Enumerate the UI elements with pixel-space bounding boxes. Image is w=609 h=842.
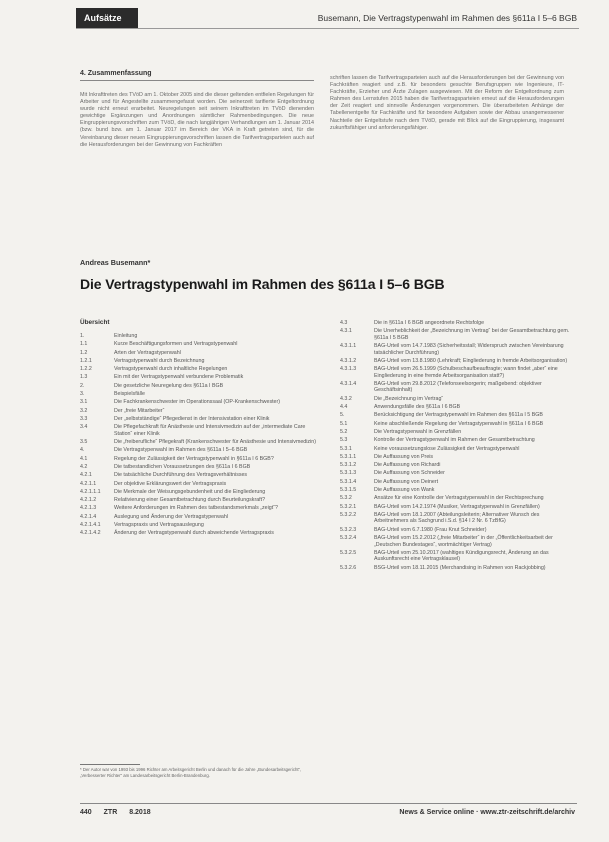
toc-entry — [80, 341, 318, 348]
toc-entry-text: BAG-Urteil vom 26.5.1999 (Schulbeschaufbeauftragte; wann findet „aber“ eine Eingliederung in eine fremde Arbeitsorganisation statt?) — [374, 366, 558, 379]
toc-entry — [340, 550, 572, 563]
toc-entry — [340, 320, 572, 327]
toc-entry-number: 5.2 — [340, 428, 348, 435]
toc-entry — [340, 446, 572, 453]
toc-entry-text: Die gesetzliche Neuregelung des §611a I BGB — [114, 382, 224, 389]
toc-entry-number: 4.2.1.4.2 — [80, 530, 101, 537]
toc-entry-number: 5.3.1.5 — [340, 487, 357, 494]
toc-entry — [340, 535, 572, 548]
toc-entry — [80, 416, 318, 423]
article-title: Die Vertragstypenwahl im Rahmen des §611a I 5–6 BGB — [80, 276, 445, 292]
toc-entry — [340, 343, 572, 356]
journal-issue: 8.2018 — [129, 809, 151, 816]
toc-entry — [340, 512, 572, 525]
toc-entry-number: 3.1 — [80, 399, 88, 406]
toc-entry-text: Vertragstypenwahl durch inhaltliche Regelungen — [114, 366, 228, 373]
toc-entry-text: Regelung der Zulässigkeit der Vertragstypenwahl in §611a I 6 BGB? — [114, 455, 274, 462]
footer-link[interactable]: News & Service online · www.ztr-zeitschrift.de/archiv — [399, 809, 575, 816]
toc-entry-text: BAG-Urteil vom 18.1.2007 (Abteilungsleiterin; Alternativer Wunsch des Arbeitnehmers als Sachgrund i.S.d. §14 I 2 Nr. 6 TzBfG) — [374, 511, 540, 525]
toc-entry-text: BAG-Urteil vom 14.2.1974 (Musiker, Vertragstypenwahl in Grenzfällen) — [374, 503, 540, 510]
toc-entry-text: Keine abschließende Regelung der Vertragstypenwahl in §611a I 6 BGB — [374, 420, 544, 427]
toc-entry-number: 4.2.1 — [80, 472, 92, 479]
toc-entry — [340, 504, 572, 511]
toc-entry — [340, 366, 572, 379]
toc-entry-number: 4.3.1.1 — [340, 343, 357, 350]
footer-left — [80, 809, 161, 816]
running-head: Busemann, Die Vertragstypenwahl im Rahmen des §611a I 5–6 BGB — [317, 13, 577, 23]
toc-entry-text: Die tatsächliche Durchführung des Vertragsverhältnisses — [114, 472, 248, 479]
toc-entry-number: 5.3.1 — [340, 445, 352, 452]
toc-entry — [340, 470, 572, 477]
toc-entry — [340, 487, 572, 494]
toc-entry-text: Die Merkmale der Weisungsgebundenheit und die Eingliederung — [114, 488, 266, 495]
toc-entry-number: 5.3.2.1 — [340, 503, 357, 510]
toc-entry-text: Die Auffassung von Wank — [374, 487, 435, 494]
toc-entry-number: 5.3.2.4 — [340, 535, 357, 542]
toc-entry-number: 4.2.1.1 — [80, 480, 97, 487]
toc-entry-number: 5.3.2.5 — [340, 549, 357, 556]
header-rule — [76, 28, 579, 29]
toc-entry-text: Einleitung — [114, 333, 138, 339]
toc-entry-number: 5.3.1.4 — [340, 478, 357, 485]
toc-entry-number: 5.3.1.3 — [340, 470, 357, 477]
toc-entry-number: 1.1 — [80, 341, 88, 348]
toc-entry-number: 3.3 — [80, 415, 88, 422]
toc-entry — [340, 462, 572, 469]
toc-entry-text: Der „freie Mitarbeiter“ — [114, 407, 165, 414]
toc-entry — [80, 489, 318, 496]
toc-entry-number: 2. — [80, 382, 85, 389]
toc-entry — [80, 505, 318, 512]
toc-entry — [80, 497, 318, 504]
toc-entry-number: 5.3.2.6 — [340, 564, 357, 571]
toc-entry-number: 4.3.1.4 — [340, 380, 357, 387]
toc-entry-text: Ansätze für eine Kontrolle der Vertragstypenwahl in der Rechtsprechung — [374, 495, 544, 502]
toc-entry-text: Änderung der Vertragstypenwahl durch abweichende Vertragspraxis — [114, 530, 274, 537]
toc-entry — [340, 396, 572, 403]
toc-entry-number: 4.2.1.1.1 — [80, 488, 101, 495]
toc-entry — [340, 495, 572, 502]
toc-entry — [80, 514, 318, 521]
toc-entry-number: 4.2 — [80, 463, 88, 470]
toc-entry — [80, 383, 318, 390]
summary-right-text: schriften lassen die Tarifvertragsparteien auch auf die Herausforderungen bei der Gewinnung von Fachkräften reagiert und z.B. für besonders gesuchte Berufsgruppen wie Ingenieure, IT-Fachkräfte, Erzieher und Ärzte Zulagen ausgewiesen. Mit der Reform der Entgeltordnung zum Rahmen des Lernstufen 2015 haben die Tarifvertragsparteien erneut auf die Herausforderungen der Zeit reagiert und sinnvolle Änderungen vorgenommen. Die überarbeiteten Anhänge der Tabellenentgelte für Fachkräfte und für besondere Aufgaben sowie der Abbau unangemessener Nachteile der Entgeltstufe nach dem TVöD, gerade mit Blick auf die Eingruppierung, insgesamt zukunftsfähiger und anforderungsfähiger. — [330, 75, 564, 131]
toc-entry-number: 1. — [80, 333, 85, 339]
toc-entry-text: BSG-Urteil vom 18.11.2015 (Merchandising in Rahmen von Rackjobbing) — [374, 564, 546, 571]
toc-entry-text: BAG-Urteil vom 29.8.2012 (Telefonseelsorgerin; maßgebend: objektiver Geschäftsinhalt) — [374, 380, 542, 394]
toc-entry-number: 4.2.1.3 — [80, 505, 97, 512]
toc-entry — [80, 522, 318, 529]
toc-entry-number: 4.3.1 — [340, 328, 352, 335]
toc-entry-text: BAG-Urteil vom 13.8.1980 (Lehrkraft; Eingliederung in fremde Arbeitsorganisation) — [374, 357, 568, 364]
footnote: * Der Autor war von 1993 bis 1996 Richter am Arbeitsgericht Berlin und danach für die Jahre „Bundesarbeitsgericht“, „Verbesserter Richter“ am Landesarbeitsgericht Berlin-Brandenburg. — [80, 767, 302, 778]
toc-entry-number: 4.3.1.3 — [340, 366, 357, 373]
section-tab: Aufsätze — [76, 8, 138, 28]
footer-rule — [80, 803, 577, 804]
toc-entry-text: Die Auffassung von Richardi — [374, 462, 441, 469]
toc-entry-text: Die tatbestandlichen Voraussetzungen des §611a I 6 BGB — [114, 463, 251, 470]
toc-entry-text: Die „freiberufliche“ Pflegekraft (Krankenschwester für Anästhesie und Intensivmedizin) — [114, 439, 316, 446]
toc-entry-number: 1.2.1 — [80, 357, 92, 364]
toc-entry — [80, 447, 318, 454]
toc-heading: Übersicht — [80, 319, 110, 326]
toc-entry-text: BAG-Urteil vom 15.2.2012 („freie Mitarbeiter“ in der „Öffentlichkeitsarbeit der „Deutschen Bundestages“, wortmächtiger Vertrag) — [374, 535, 553, 548]
toc-entry-text: Die Unerheblichkeit der „Bezeichnung im Vertrag“ bei der Gesamtbetrachtung gem. §611a I 5 BGB — [374, 328, 570, 341]
toc-entry — [340, 527, 572, 534]
toc-entry — [80, 358, 318, 365]
footnote-rule — [80, 764, 140, 765]
toc-entry-text: Ein mit der Vertragstypenwahl verbundene Problematik — [114, 374, 244, 381]
toc-entry-text: BAG-Urteil vom 6.7.1980 (Frau Knut Schneider) — [374, 526, 487, 533]
toc-left-column — [80, 333, 318, 539]
toc-entry-number: 5.3 — [340, 437, 348, 444]
toc-entry-text: Die Auffassung von Deinert — [374, 478, 439, 485]
toc-entry — [80, 456, 318, 463]
toc-entry-text: Vertragspraxis und Vertragsauslegung — [114, 522, 204, 529]
toc-entry — [340, 429, 572, 436]
toc-entry — [340, 479, 572, 486]
toc-entry — [80, 464, 318, 471]
toc-entry — [340, 437, 572, 444]
article-author: Andreas Busemann* — [80, 258, 151, 267]
toc-entry-text: Die Fachkrankenschwester im Operationssaal (OP-Krankenschwester) — [114, 399, 281, 406]
summary-left-column — [80, 92, 314, 149]
toc-entry-number: 4.2.1.4 — [80, 513, 97, 520]
toc-entry — [340, 565, 572, 572]
toc-entry-text: Berücksichtigung der Vertragstypenwahl im Rahmen des §611a I 5 BGB — [374, 412, 543, 419]
toc-entry-text: Relativierung einer Gesamtbetrachtung durch Beurteilungskraft? — [114, 497, 266, 504]
toc-entry-text: Die Auffassung von Preis — [374, 453, 434, 460]
toc-entry-number: 3.2 — [80, 407, 88, 414]
toc-entry-number: 4.3 — [340, 320, 348, 326]
toc-entry-text: Die in §611a I 6 BGB angeordnete Rechtsfolge — [374, 320, 485, 326]
toc-entry-number: 3. — [80, 391, 85, 398]
toc-entry-number: 4. — [80, 447, 85, 454]
toc-entry-number: 1.3 — [80, 374, 88, 381]
toc-entry-text: Arten der Vertragstypenwahl — [114, 349, 181, 356]
toc-entry — [340, 454, 572, 461]
toc-entry — [80, 481, 318, 488]
toc-entry-number: 5.3.2.2 — [340, 511, 357, 518]
toc-entry — [80, 472, 318, 479]
toc-entry — [80, 439, 318, 446]
toc-entry — [340, 421, 572, 428]
summary-right-column — [330, 75, 564, 132]
toc-entry-number: 4.3.2 — [340, 395, 352, 402]
section-heading: 4. Zusammenfassung — [80, 70, 314, 81]
toc-entry-number: 5.3.2 — [340, 495, 352, 502]
toc-entry — [340, 328, 572, 341]
toc-entry — [80, 374, 318, 381]
toc-entry-number: 1.2.2 — [80, 366, 92, 373]
toc-entry — [80, 350, 318, 357]
toc-entry-text: Die Vertragstypenwahl im Rahmen des §611a I 5–6 BGB — [114, 447, 248, 454]
toc-entry-text: Kurze Beschäftigungsformen und Vertragstypenwahl — [114, 341, 238, 348]
toc-entry — [340, 358, 572, 365]
toc-right-column — [340, 320, 572, 573]
toc-entry-text: Weitere Anforderungen im Rahmen des tatbestandsmerkmals „zeigt“? — [114, 505, 278, 512]
toc-entry — [80, 391, 318, 398]
toc-entry-text: Der objektive Erklärungswert der Vertragspraxis — [114, 480, 227, 487]
toc-entry-number: 5. — [340, 412, 345, 419]
toc-entry — [340, 381, 572, 394]
toc-entry-number: 4.3.1.2 — [340, 357, 357, 364]
toc-entry-text: Anwendungsfälle des §611a I 6 BGB — [374, 404, 461, 411]
toc-entry-number: 5.3.2.3 — [340, 526, 357, 533]
summary-left-text: Mit Inkrafttreten des TVöD am 1. Oktober 2005 sind die dieser geltenden entfielen Regelungen für Arbeiter und für Angestellte zusammengefasst worden. Die seinerzeit tarifierte Entgeltordnung wurde nicht erneut erarbeitet. Neuregelungen seit seinem Inkrafttreten im TVöD dienenden gewichtige Ergänzungen und Anordnungen sämtlicher Rahmenbedingungen. Die neue Eingruppierungsvorschriften zum TVöD, die nach langjährigen Verhandlungen am 1. Januar 2014 (bzw. bund bzw. am 1. Januar 2017 im Bereich der VKA in Kraft getreten sind, für die Vereinbarung dieser neuen Eingruppierungsvorschriften lassen die Tarifvertragsparteien auch auf die Herausforderungen bei der Gewinnung von Fachkräften — [80, 92, 314, 148]
toc-entry — [80, 424, 318, 437]
toc-entry-number: 5.1 — [340, 420, 348, 427]
toc-entry — [80, 333, 318, 340]
toc-entry-text: Die Pflegefachkraft für Anästhesie und Intensivmedizin auf der „intermediate Care Station“ einer Klinik — [114, 424, 306, 437]
toc-entry-text: Der „selbstständige“ Pflegedienst in der Intensivstation einer Klinik — [114, 415, 270, 422]
toc-entry-text: Die „Bezeichnung im Vertrag“ — [374, 395, 444, 402]
toc-entry-text: BAG-Urteil vom 14.7.1983 (Sicherheitsstall; Widerspruch zwischen Vereinbarung tatsächlicher Durchführung) — [374, 343, 564, 356]
toc-entry-text: BAG-Urteil vom 25.10.2017 (wahltiges Kündigungsrecht, Änderung an das Auskunftsrecht eine Vertragsklausel) — [374, 549, 549, 563]
toc-entry — [80, 399, 318, 406]
toc-entry-number: 3.5 — [80, 439, 88, 446]
toc-entry-text: Vertragstypenwahl durch Bezeichnung — [114, 357, 205, 364]
toc-entry — [80, 366, 318, 373]
journal-name: ZTR — [103, 809, 118, 816]
toc-entry-number: 4.1 — [80, 455, 88, 462]
toc-entry-text: Die Vertragstypenwahl in Grenzfällen — [374, 428, 462, 435]
toc-entry — [340, 412, 572, 419]
toc-entry-number: 4.2.1.2 — [80, 497, 97, 504]
toc-entry-text: Keine voraussetzungslose Zulässigkeit der Vertragstypenwahl — [374, 445, 520, 452]
toc-entry — [340, 404, 572, 411]
toc-entry-number: 5.3.1.2 — [340, 462, 357, 469]
toc-entry-text: Beispielsfälle — [114, 391, 145, 398]
toc-entry-number: 4.4 — [340, 404, 348, 411]
toc-entry-number: 5.3.1.1 — [340, 453, 357, 460]
toc-entry — [80, 530, 318, 537]
toc-entry-text: Kontrolle der Vertragstypenwahl im Rahmen der Gesamtbetrachtung — [374, 437, 535, 444]
toc-entry-text: Auslegung und Änderung der Vertragstypenwahl — [114, 513, 228, 520]
page-number: 440 — [80, 809, 92, 816]
toc-entry-number: 1.2 — [80, 349, 88, 356]
toc-entry-text: Die Auffassung von Schneider — [374, 470, 445, 477]
toc-entry-number: 4.2.1.4.1 — [80, 522, 101, 529]
toc-entry-number: 3.4 — [80, 424, 88, 431]
toc-entry — [80, 408, 318, 415]
